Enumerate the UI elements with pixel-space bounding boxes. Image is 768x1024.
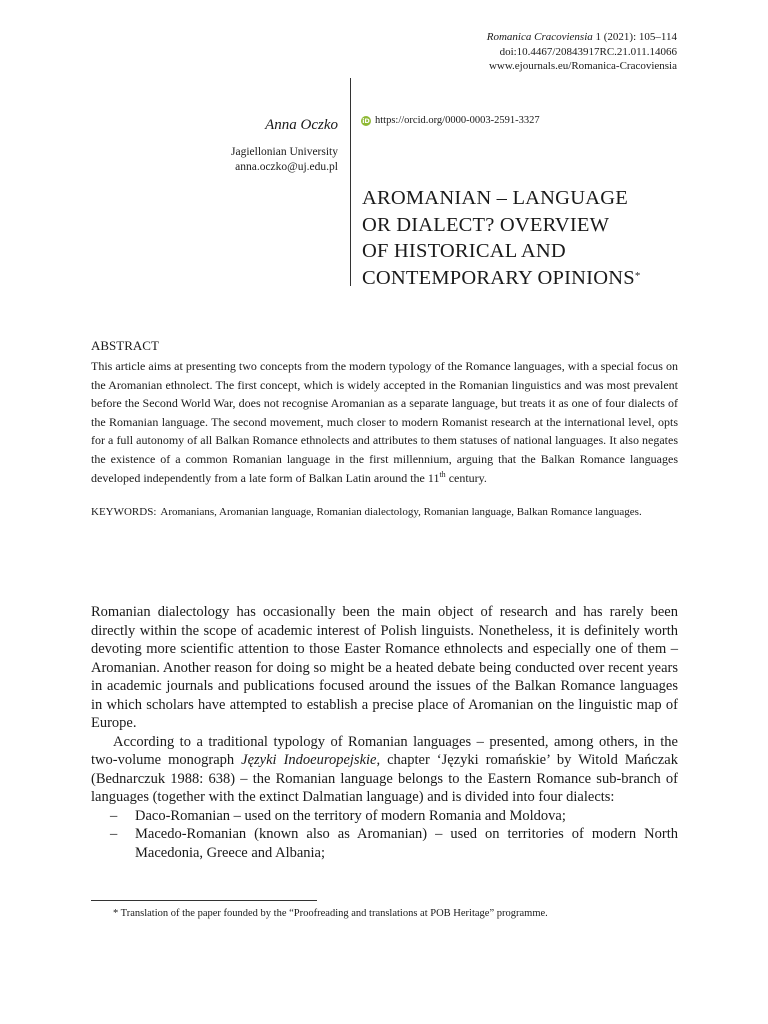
title-line: AROMANIAN – LANGUAGE — [362, 187, 628, 209]
journal-name: Romanica Cracoviensia — [486, 31, 593, 43]
paragraph-text: According to a traditional typology of Romanian languages – presented, among others, in the two-volume monograph — [91, 733, 678, 768]
author-name: Anna Oczko — [265, 117, 338, 133]
orcid-icon: iD — [362, 116, 370, 125]
journal-issue: 1 (2021): 105–114 — [595, 31, 677, 43]
vertical-divider — [350, 78, 351, 286]
article-title — [362, 185, 692, 291]
abstract-body: This article aims at presenting two concepts from the modern typology of the Romance languages, with a special focus on the Aromanian ethnolect. The first concept, which is widely accepted in the Romanian linguistics and was most prevalent before the Second World War, does not recognise Aromanian as a separate language, but treats it as one of four dialects of the Romanian language. The second movement, much closer to modern Romanist research at the international level, opts for a full autonomy of all Balkan Romance ethnolects and attributes to them statuses of national languages. It also negates the existence of a common Romanian language in the first millennium, arguing that the Balkan Romance languages developed independently from a late form of Balkan Latin around the 11 — [91, 359, 678, 485]
title-line: OR DIALECT? OVERVIEW — [362, 213, 610, 236]
author-email[interactable]: anna.oczko@uj.edu.pl — [235, 161, 338, 173]
keywords-list: Aromanians, Aromanian language, Romanian dialectology, Romanian language, Balkan Romance languages. — [160, 506, 642, 518]
journal-citation — [487, 30, 677, 45]
paragraph-text: , chapter ‘Języki romańskie’ by Witold Mańczak (Bednarczuk 1988: 638) – the Romanian language belongs to the Eastern Romance sub-branch of languages (together with the extinct Dalmatian language) and is divided into four dialects: — [91, 752, 678, 805]
footnote-rule — [91, 900, 317, 901]
title-line: CONTEMPORARY OPINIONS — [362, 266, 635, 289]
journal-url[interactable]: www.ejournals.eu/Romanica-Cracoviensia — [488, 60, 677, 72]
ordinal-superscript: th — [439, 469, 446, 479]
title-line-last — [362, 265, 692, 292]
list-item — [91, 825, 678, 862]
list-dash: – — [110, 807, 118, 824]
list-item-text: Macedo-Romanian (known also as Aromanian) – used on territories of modern North Macedonia, Greece and Albania; — [135, 826, 678, 861]
author-affiliation-block — [231, 145, 338, 175]
footnote: * Translation of the paper founded by the “Proofreading and translations at POB Heritage” programme. — [113, 908, 548, 919]
paragraph — [91, 733, 678, 807]
abstract-end: century. — [445, 470, 487, 485]
orcid-url[interactable]: https://orcid.org/0000-0003-2591-3327 — [375, 115, 540, 126]
book-title: Języki Indoeuropejskie — [241, 752, 377, 768]
abstract-heading: ABSTRACT — [91, 338, 159, 353]
author-affiliation: Jagiellonian University — [231, 146, 338, 158]
paragraph: Romanian dialectology has occasionally been the main object of research and has rarely been directly within the scope of academic interest of Polish linguists. Nonetheless, it is definitely worth devoting more scientific attention to those Easter Romance ethnolects and especially one of them – Aromanian. Another reason for doing so might be a heated debate being conducted over recent years in academic journals and publications focused around the issues of the Balkan Romance languages in which scholars have attempted to establish a precise place of Aromanian on the linguistic map of Europe. — [91, 604, 678, 731]
list-item-text: Daco-Romanian – used on the territory of modern Romania and Moldova; — [135, 807, 566, 824]
list-item — [91, 807, 678, 826]
footnote-marker[interactable]: * — [634, 269, 641, 282]
keywords — [91, 504, 678, 521]
abstract-text — [91, 357, 678, 487]
journal-header — [487, 30, 677, 74]
body-text — [91, 603, 678, 862]
dialect-list — [91, 807, 678, 863]
doi[interactable]: doi:10.4467/20843917RC.21.011.14066 — [499, 45, 677, 58]
orcid-link[interactable] — [361, 115, 540, 126]
title-line: OF HISTORICAL AND — [362, 240, 566, 262]
list-dash: – — [110, 826, 118, 842]
keywords-label: KEYWORDS: — [91, 506, 157, 518]
